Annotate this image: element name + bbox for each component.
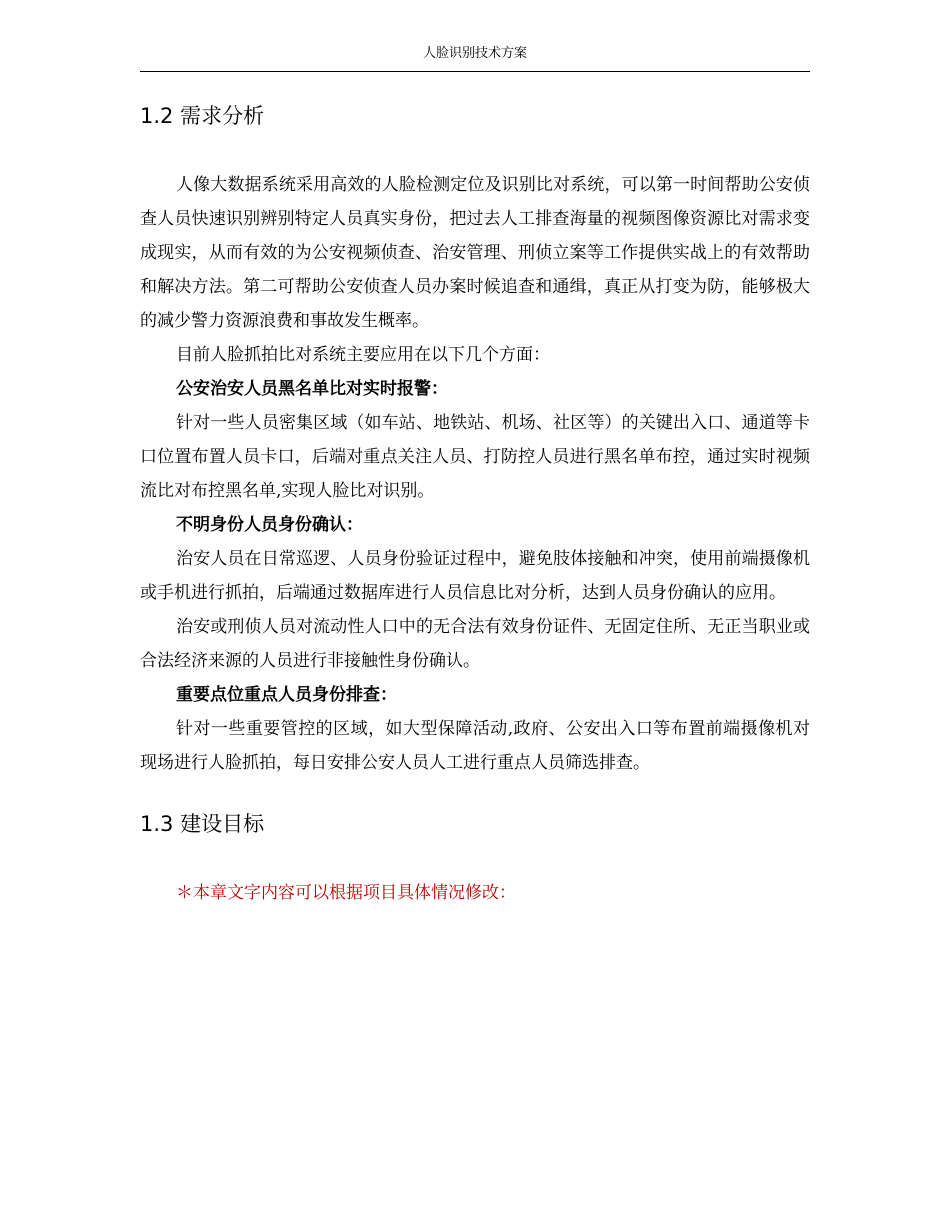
item-title-key-points: 重要点位重点人员身份排查： [176, 685, 397, 705]
document-body [140, 98, 810, 910]
item-paragraph-key-points: 针对一些重要管控的区域，如大型保障活动,政府、公安出入口等布置前端摄像机对现场进行人脸抓拍，每日安排公安人员人工进行重点人员筛选排查。 [140, 719, 810, 773]
item-title-blacklist: 公安治安人员黑名单比对实时报警： [176, 379, 448, 399]
item-paragraph-identity-1: 治安人员在日常巡逻、人员身份验证过程中，避免肢体接触和冲突，使用前端摄像机或手机进行抓拍，后端通过数据库进行人员信息比对分析，达到人员身份确认的应用。 [140, 549, 810, 603]
item-title-identity: 不明身份人员身份确认： [176, 515, 363, 535]
applications-intro: 目前人脸抓拍比对系统主要应用在以下几个方面： [176, 345, 550, 365]
item-paragraph-identity-2: 治安或刑侦人员对流动性人口中的无合法有效身份证件、无固定住所、无正当职业或合法经济来源的人员进行非接触性身份确认。 [140, 617, 810, 671]
item-paragraph-blacklist: 针对一些人员密集区域（如车站、地铁站、机场、社区等）的关键出入口、通道等卡口位置布置人员卡口，后端对重点关注人员、打防控人员进行黑名单布控，通过实时视频流比对布控黑名单,实现人脸比对识别。 [140, 413, 810, 501]
page-header: 人脸识别技术方案 [422, 46, 527, 61]
header-divider [140, 71, 810, 72]
edit-note: ＊本章文字内容可以根据项目具体情况修改： [176, 883, 516, 903]
section-heading-1-2: 1.2 需求分析 [140, 104, 265, 128]
intro-paragraph: 人像大数据系统采用高效的人脸检测定位及识别比对系统，可以第一时间帮助公安侦查人员快速识别辨别特定人员真实身份，把过去人工排查海量的视频图像资源比对需求变成现实，从而有效的为公安视频侦查、治安管理、刑侦立案等工作提供实战上的有效帮助和解决方法。第二可帮助公安侦查人员办案时候追查和通缉，真正从打变为防，能够极大的减少警力资源浪费和事故发生概率。 [140, 175, 810, 331]
section-heading-1-3: 1.3 建设目标 [140, 812, 265, 836]
